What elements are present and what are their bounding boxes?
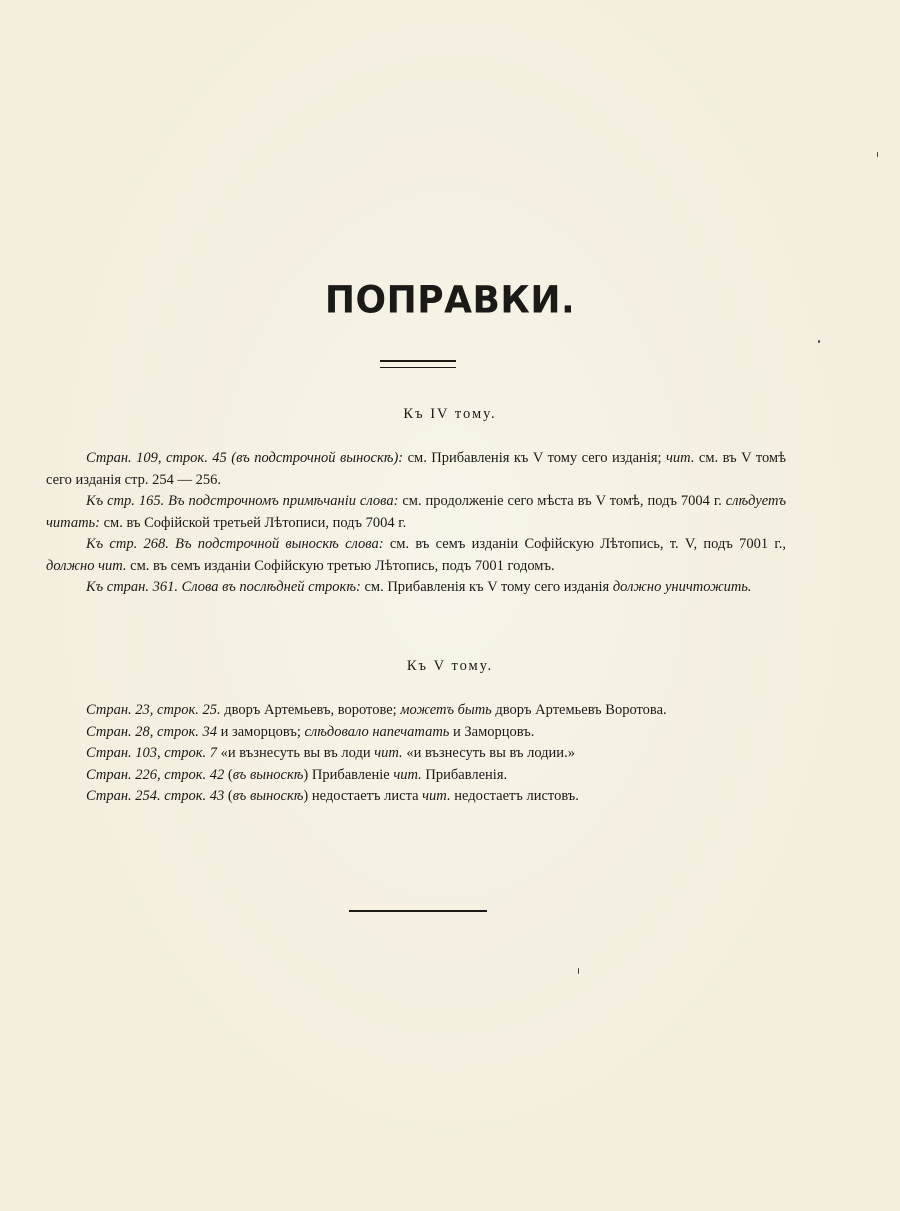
correction-reference: Къ стр. 268. Въ подстрочной выноскѣ слова: [86,536,384,552]
correction-reference: Къ стр. 165. Въ подстрочномъ примѣчаніи слова: [86,493,399,509]
correction-entry [46,491,786,534]
correction-marker: въ выноскѣ [232,788,304,804]
correction-marker: чит. [666,450,695,466]
correction-reference: Стран. 254. строк. 43 [86,788,225,804]
correction-text: и Заморцовъ. [449,723,535,740]
correction-line [86,765,806,787]
correction-reference: Стран. 23, строк. 25. [86,702,221,718]
correction-marker: чит. [374,745,403,761]
correction-entry [46,534,786,577]
correction-entry [46,577,786,599]
correction-reference: Стран. 103, строк. 7 [86,745,217,761]
correction-text: см. въ Софійской третьей Лѣтописи, подъ 7004 г. [99,514,407,531]
correction-text: «и възнесуть вы въ лоди [216,745,375,761]
correction-reference: Стран. 28, строк. 34 [86,723,217,740]
section-heading-vol-iv: Къ IV тому. [403,406,497,422]
corrections-vol-v [86,700,806,808]
correction-text: см. въ семъ изданіи Софійскую Лѣтопись, т. V, подъ 7001 г., [383,536,786,552]
correction-text: см. продолженіе сего мѣста въ V томѣ, подъ 7004 г. [398,493,726,509]
correction-text: дворъ Артемьевъ, воротове; [220,702,401,718]
correction-text: ) недостаетъ листа [303,788,423,804]
page-title: ПОПРАВКИ. [324,278,576,323]
correction-text: см. Прибавленія къ V тому сего изданія [360,579,613,595]
correction-marker: чит. [393,766,422,783]
corrections-vol-iv [46,448,786,599]
section-heading-vol-v: Къ V тому. [406,658,494,674]
correction-reference: Стран. 226, строк. 42 [86,766,225,783]
paper-speck [877,152,878,157]
correction-marker: въ выноскѣ [232,766,304,783]
correction-line [86,743,806,765]
correction-text: и заморцовъ; [216,723,305,740]
closing-rule [349,910,487,912]
correction-text: Прибавленія. [421,766,508,783]
correction-line [86,786,806,808]
correction-text: ( [224,766,233,783]
correction-reference: Къ стран. 361. Слова въ послѣдней строкѣ: [86,579,361,595]
correction-text: см. въ семъ изданіи Софійскую третью Лѣтопись, подъ 7001 годомъ. [126,557,555,574]
correction-text: дворъ Артемьевъ Воротова. [491,702,667,718]
correction-marker: чит. [422,788,451,804]
correction-marker: должно уничтожить. [612,579,752,595]
title-double-rule [380,360,456,368]
correction-marker: слѣдовало напечатать [304,723,450,740]
correction-text: недостаетъ листовъ. [450,788,579,804]
paper-speck [818,340,820,343]
correction-text: см. Прибавленія къ V тому сего изданія; [403,450,666,466]
correction-text: ( [224,788,233,804]
correction-marker: должно чит. [46,557,127,574]
correction-text: ) Прибавленіе [303,766,394,783]
correction-text: «и възнесуть вы въ лодии.» [402,745,575,761]
correction-line [86,700,806,722]
correction-marker: можетъ быть [400,702,492,718]
correction-reference: Стран. 109, строк. 45 (въ подстрочной выноскѣ): [86,450,404,466]
correction-line [86,722,806,744]
correction-text: см. въ V томѣ сего изданія стр. 254 — 256. [46,450,786,488]
paper-speck [578,968,579,974]
correction-marker: слѣдуетъ читать: [46,493,787,531]
correction-entry [46,448,786,491]
